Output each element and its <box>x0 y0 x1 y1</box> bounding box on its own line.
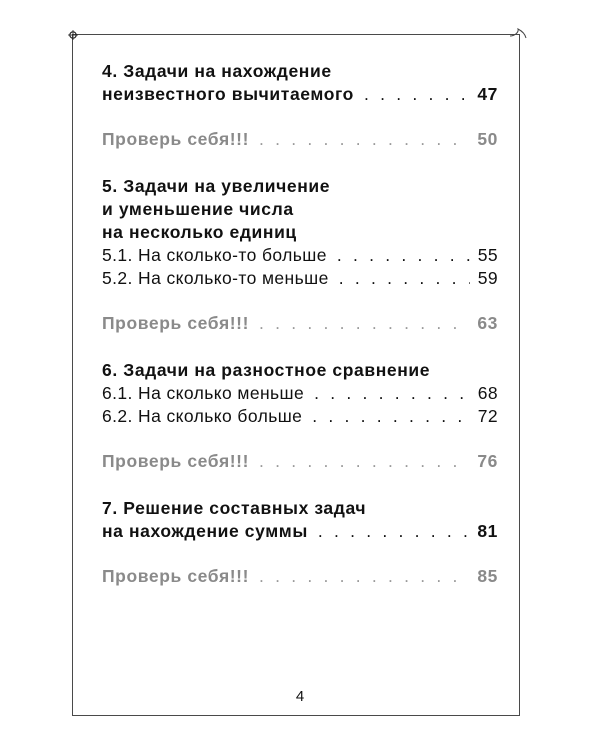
dot-leader <box>314 382 470 405</box>
toc-entry-check-yourself[interactable] <box>102 312 498 335</box>
toc-entry-label: на нахождение суммы <box>102 521 308 541</box>
page-number: 4 <box>295 688 305 705</box>
toc-entry-label: 6.1. На сколько меньше <box>102 383 305 403</box>
toc-page-number: 81 <box>477 521 498 541</box>
dot-leader <box>339 267 470 290</box>
toc-heading-text: 6. Задачи на разностное сравнение <box>102 360 431 380</box>
toc-page-number: 47 <box>477 84 498 104</box>
toc-subentry[interactable] <box>102 382 498 405</box>
toc-entry-label: Проверь себя!!! <box>102 451 250 471</box>
toc-entry-label: 5.1. На сколько-то больше <box>102 245 327 265</box>
toc-heading <box>102 497 498 520</box>
toc-heading <box>102 60 498 83</box>
toc-heading-text: 5. Задачи на увеличение <box>102 176 331 196</box>
dot-leader <box>259 128 470 151</box>
toc-entry-label: 6.2. На сколько больше <box>102 406 303 426</box>
dot-leader <box>364 83 470 106</box>
table-of-contents <box>102 60 498 588</box>
toc-page-number: 50 <box>477 129 498 149</box>
dot-leader <box>259 312 470 335</box>
toc-entry-label: Проверь себя!!! <box>102 566 250 586</box>
toc-entry-check-yourself[interactable] <box>102 450 498 473</box>
toc-heading-text: и уменьшение числа <box>102 199 294 219</box>
dot-leader <box>259 450 470 473</box>
toc-heading <box>102 221 498 244</box>
toc-page-number: 59 <box>477 268 498 288</box>
toc-heading-text: 7. Решение составных задач <box>102 498 367 518</box>
toc-page-number: 63 <box>477 313 498 333</box>
toc-entry-label: 5.2. На сколько-то меньше <box>102 268 329 288</box>
toc-heading-text: на несколько единиц <box>102 222 297 242</box>
toc-page-number: 85 <box>477 566 498 586</box>
page-curl-icon <box>509 28 527 44</box>
toc-entry-check-yourself[interactable] <box>102 565 498 588</box>
dot-leader <box>337 244 470 267</box>
toc-entry[interactable] <box>102 520 498 543</box>
toc-entry-label: неизвестного вычитаемого <box>102 84 354 104</box>
toc-page-number: 68 <box>477 383 498 403</box>
toc-heading <box>102 359 498 382</box>
toc-entry[interactable] <box>102 83 498 106</box>
dot-leader <box>318 520 470 543</box>
toc-subentry[interactable] <box>102 267 498 290</box>
toc-subentry[interactable] <box>102 244 498 267</box>
toc-page-number: 76 <box>477 451 498 471</box>
toc-page-number: 55 <box>477 245 498 265</box>
toc-heading-text: 4. Задачи на нахождение <box>102 61 332 81</box>
toc-page-number: 72 <box>477 406 498 426</box>
toc-subentry[interactable] <box>102 405 498 428</box>
toc-entry-check-yourself[interactable] <box>102 128 498 151</box>
toc-entry-label: Проверь себя!!! <box>102 313 250 333</box>
toc-heading <box>102 198 498 221</box>
toc-heading <box>102 175 498 198</box>
toc-entry-label: Проверь себя!!! <box>102 129 250 149</box>
dot-leader <box>259 565 470 588</box>
crop-mark-icon <box>68 30 78 40</box>
dot-leader <box>312 405 470 428</box>
